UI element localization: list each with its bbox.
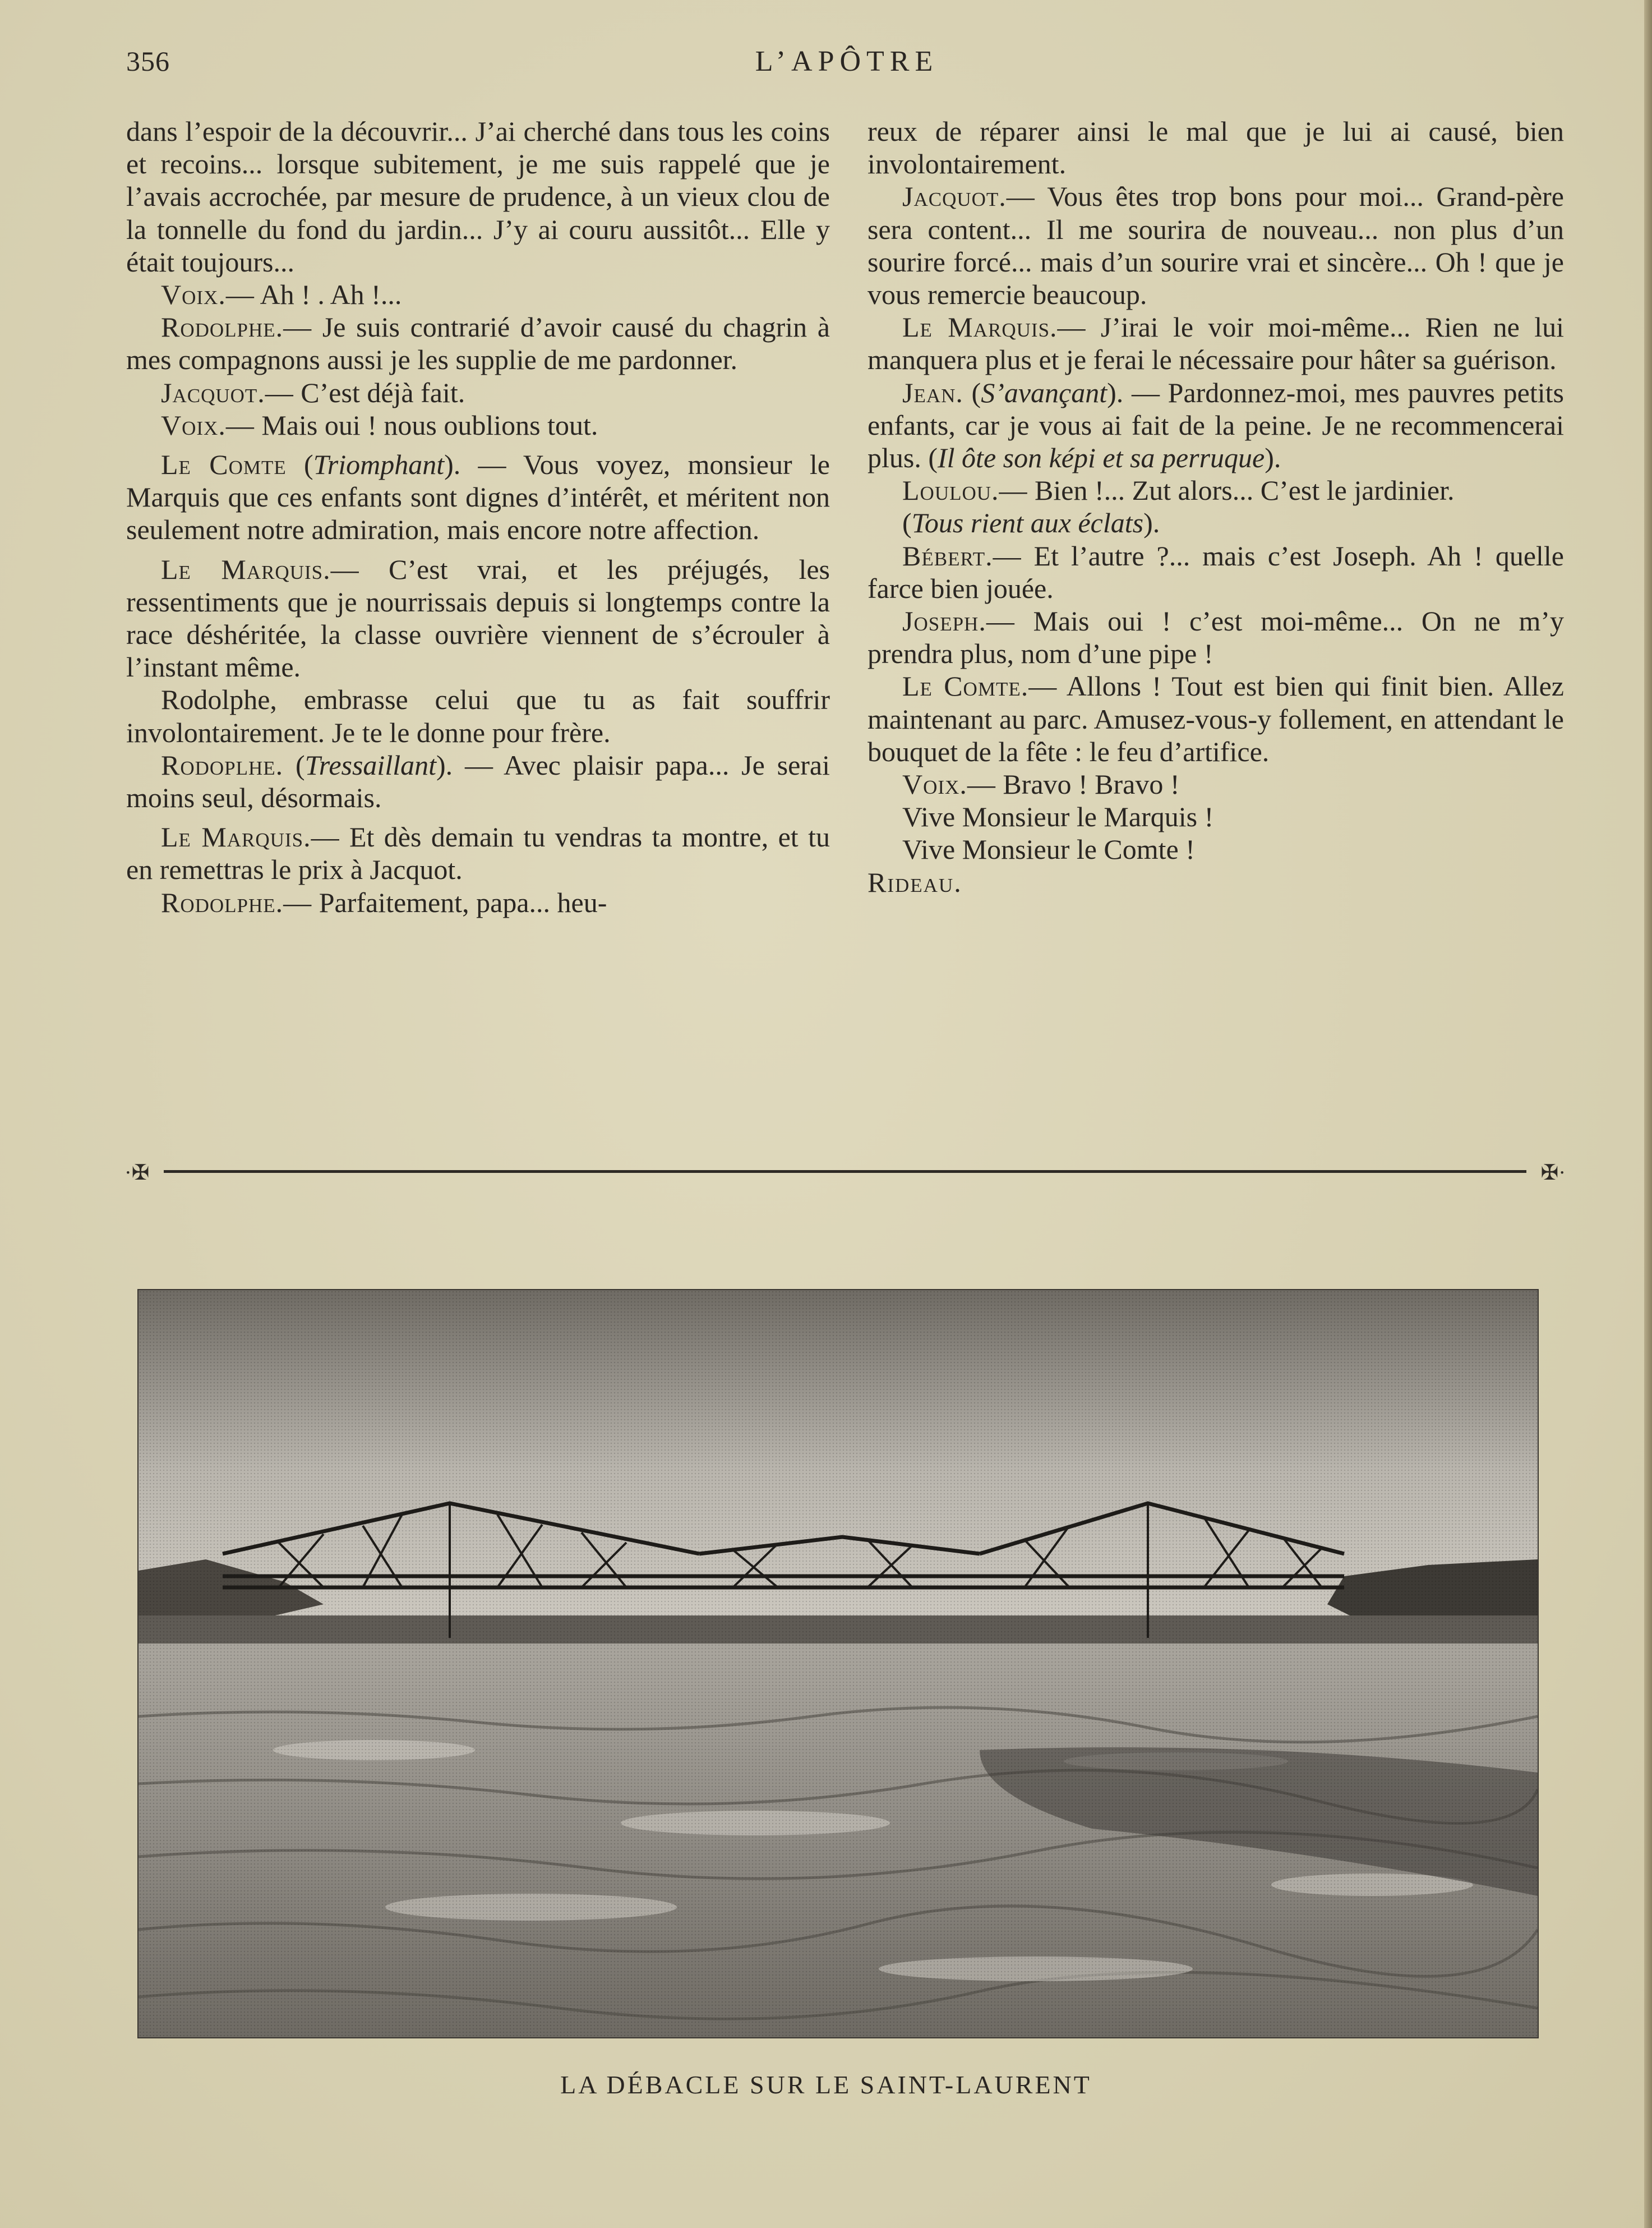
photo-caption: LA DÉBACLE SUR LE SAINT-LAURENT — [560, 2070, 1092, 2099]
paragraph — [867, 311, 1564, 376]
paragraph: Rodoplhe. (Tressaillant). — Avec plaisir papa... Je serai moins seul, désormais. — [126, 749, 830, 814]
page-edge — [1644, 0, 1652, 2228]
paragraph — [867, 115, 1564, 180]
dialogue-text: Rodolphe, embrasse celui que tu as fait souffrir involontairement. Je te le donne pour frère. — [126, 684, 830, 748]
dialogue-text: Je suis contrarié d’avoir causé du chagrin à mes compagnons aussi je les supplie de me pardonner. — [126, 311, 830, 376]
stage-direction: Tressaillant — [304, 749, 436, 781]
speaker-name: Rodoplhe. — [161, 749, 284, 781]
dialogue-text: Vous êtes trop bons pour moi... Grand-père sera content... Il me sourira de nouveau... non plus d’un sourire forcé... mais d’un sourire vrai et sincère... Oh ! que je vous remercie beaucoup. — [867, 181, 1564, 311]
paragraph — [867, 474, 1564, 507]
fleuron-left-icon: ·✠ — [124, 1161, 150, 1185]
speaker-name: Bébert.— — [902, 540, 1022, 572]
paragraph: (Tous rient aux éclats). — [902, 507, 1160, 539]
curtain-line: Rideau. — [867, 866, 962, 898]
dialogue-text: Mais oui ! nous oublions tout. — [254, 409, 598, 441]
right-column — [867, 115, 1564, 899]
paragraph — [126, 311, 830, 376]
speaker-name: Rodolphe.— — [161, 311, 312, 343]
dialogue-text: Et l’autre ?... mais c’est Joseph. Ah ! quelle farce bien jouée. — [867, 540, 1564, 604]
speaker-name: Le Comte — [161, 449, 287, 481]
paragraph — [126, 278, 830, 311]
bridge-icon — [139, 1290, 1538, 2037]
speaker-name: Voix.— — [902, 768, 996, 800]
speaker-name: Le Marquis.— — [161, 553, 359, 585]
ornamental-divider — [124, 1160, 1566, 1185]
paragraph — [126, 821, 830, 886]
paragraph — [126, 115, 830, 278]
dialogue-text: — Pardonnez-moi, mes pauvres petits enfants, car je vous ai fait de la peine. Je ne recommencerai plus. — [867, 376, 1564, 474]
speaker-name: Jacquot.— — [161, 376, 294, 408]
dialogue-text: Et dès demain tu vendras ta montre, et tu en remettras le prix à Jacquot. — [126, 821, 830, 886]
speaker-name: Jean. — [902, 376, 963, 408]
dialogue-text: Bravo ! Bravo ! — [995, 768, 1180, 800]
running-head: L’APÔTRE — [755, 45, 939, 77]
page-number: 356 — [126, 45, 170, 77]
paragraph — [867, 605, 1564, 670]
speaker-name: Voix.— — [161, 409, 255, 441]
paragraph — [126, 553, 830, 684]
paragraph — [126, 409, 830, 441]
paragraph — [867, 180, 1564, 311]
paragraph — [867, 768, 1564, 800]
speaker-name: Jacquot.— — [902, 181, 1035, 213]
paragraph — [867, 670, 1564, 768]
dialogue-text: Vive Monsieur le Marquis ! — [902, 801, 1214, 833]
dialogue-text: Vive Monsieur le Comte ! — [902, 834, 1195, 866]
dialogue-text: dans l’espoir de la découvrir... J’ai cherché dans tous les coins et recoins... lorsque subitement, je me suis rappelé que je l’avais accrochée, par mesure de prudence, à un vieux clou de la tonnelle du fond du jardin... J’y ai couru aussitôt... Elle y était toujours... — [126, 116, 830, 278]
stage-direction: Tous rient aux éclats — [911, 507, 1144, 539]
paragraph — [126, 886, 830, 919]
dialogue-text: C’est déjà fait. — [293, 376, 465, 408]
speaker-name: Voix.— — [161, 279, 255, 311]
stage-direction: Il ôte son képi et sa perruque — [938, 442, 1265, 474]
fleuron-right-icon: ✠· — [1540, 1161, 1566, 1185]
dialogue-text: Allons ! Tout est bien qui finit bien. Allez maintenant au parc. Amusez-vous-y follement, en attendant le bouquet de la fête : le feu d’artifice. — [867, 670, 1564, 767]
speaker-name: Le Marquis.— — [902, 311, 1086, 343]
dialogue-text: — Vous voyez, monsieur le Marquis que ces enfants sont dignes d’intérêt, et méritent non seulement notre admiration, mais encore notre affection. — [126, 449, 830, 546]
paragraph — [126, 683, 830, 748]
paragraph — [867, 800, 1564, 833]
paragraph: Le Comte (Triomphant). — Vous voyez, monsieur le Marquis que ces enfants sont dignes d’intérêt, et méritent non seulement notre admiration, mais encore notre affection. — [126, 449, 830, 546]
paragraph — [126, 376, 830, 409]
speaker-name: Joseph.— — [902, 605, 1015, 637]
dialogue-text: reux de réparer ainsi le mal que je lui ai causé, bien involontairement. — [867, 116, 1564, 180]
stage-direction: S’avançant — [981, 376, 1108, 408]
dialogue-text: Ah ! . Ah !... — [254, 279, 402, 311]
dialogue-text: — Avec plaisir papa... Je serai moins seul, désormais. — [126, 749, 830, 814]
speaker-name: Le Marquis.— — [161, 821, 340, 853]
dialogue-text: Mais oui ! c’est moi-même... On ne m’y prendra plus, nom d’une pipe ! — [867, 605, 1564, 670]
dialogue-text: Bien !... Zut alors... C’est le jardinier. — [1027, 475, 1455, 507]
divider-rule — [164, 1170, 1526, 1173]
paragraph: Jean. (S’avançant). — Pardonnez-moi, mes pauvres petits enfants, car je vous ai fait de la peine. Je ne recommencerai plus. (Il ôte son képi et sa perruque). — [867, 376, 1564, 474]
speaker-name: Le Comte.— — [902, 670, 1058, 702]
dialogue-text: Parfaitement, papa... heu- — [312, 886, 607, 918]
dialogue-text: J’irai le voir moi-même... Rien ne lui manquera plus et je ferai le nécessaire pour hâter sa guérison. — [867, 311, 1564, 376]
paragraph — [867, 540, 1564, 605]
speaker-name: Rodolphe.— — [161, 886, 312, 918]
bridge-photograph — [137, 1289, 1539, 2038]
left-column — [126, 115, 830, 919]
speaker-name: Loulou.— — [902, 475, 1028, 507]
dialogue-text: C’est vrai, et les préjugés, les ressentiments que je nourrissais depuis si longtemps contre la race déshéritée, la classe ouvrière viennent de s’écrouler à l’instant même. — [126, 553, 830, 683]
page-header — [126, 45, 1567, 84]
paragraph — [867, 833, 1564, 866]
stage-direction: Triomphant — [313, 449, 445, 481]
